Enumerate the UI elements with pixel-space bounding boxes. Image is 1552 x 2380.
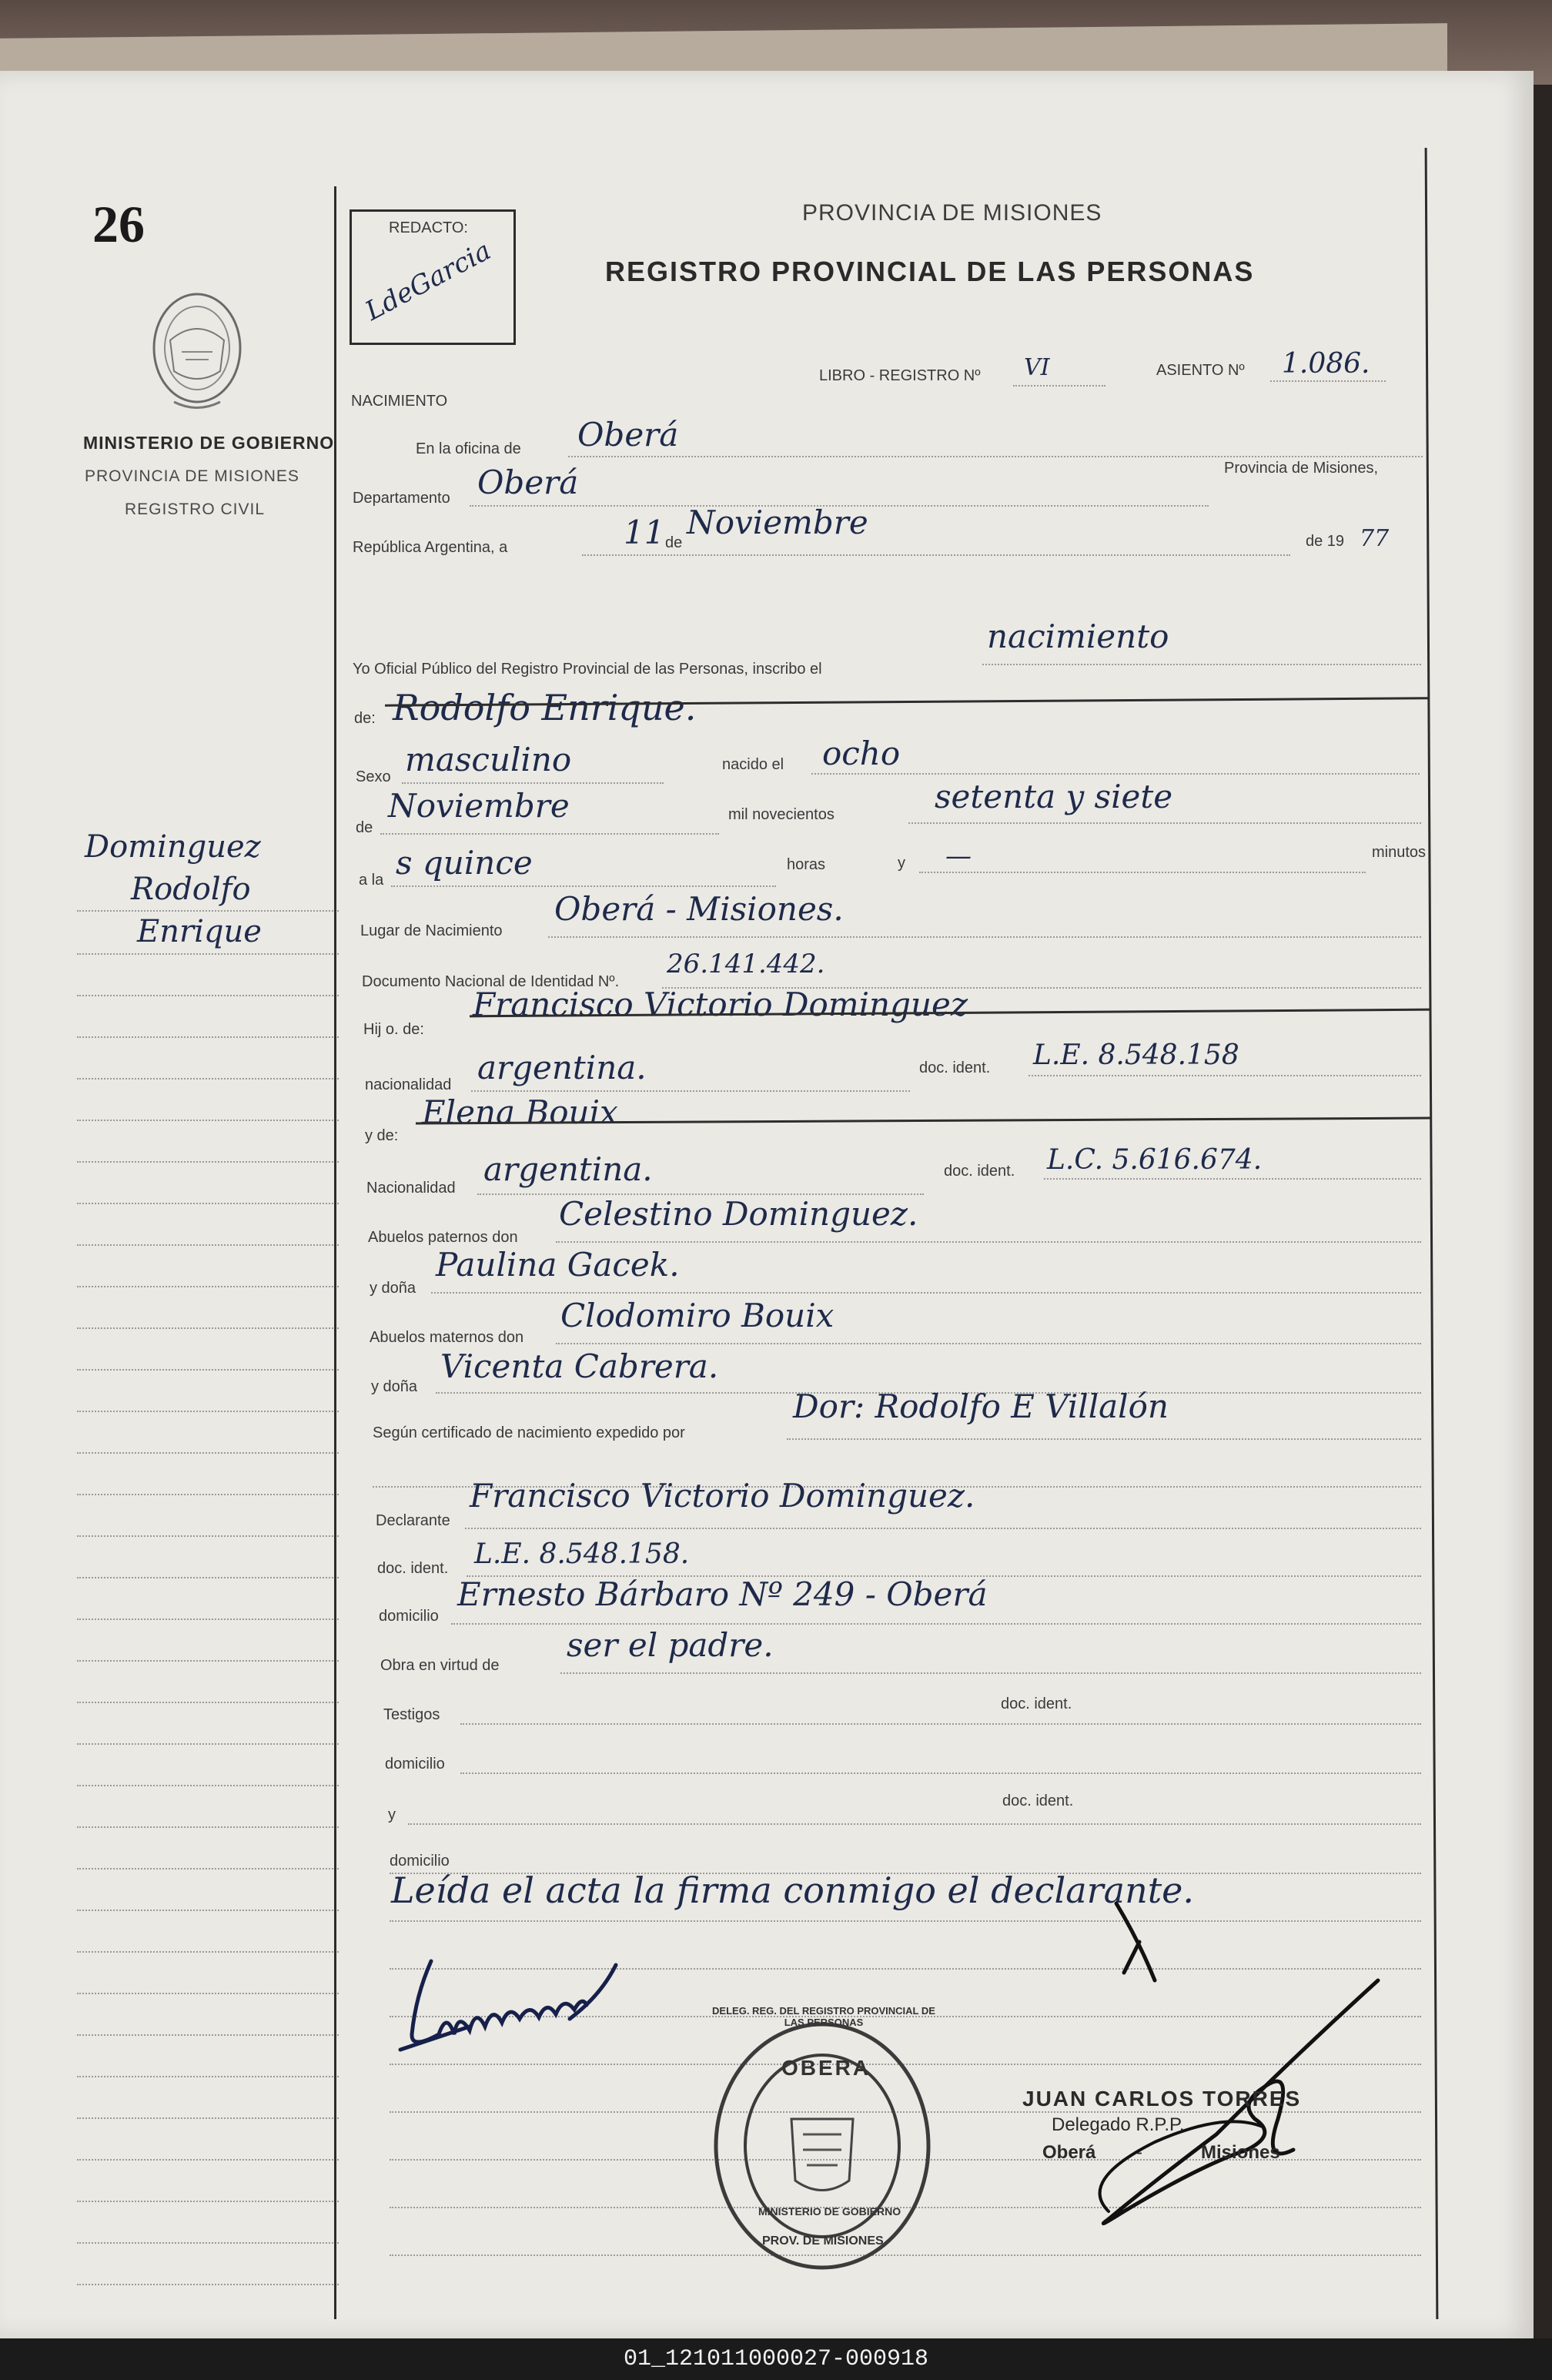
- ministry-label: MINISTERIO DE GOBIERNO: [83, 433, 335, 453]
- nacionalidad2-label: Nacionalidad: [366, 1180, 456, 1197]
- redacto-box: [350, 209, 516, 345]
- registry-heading: REGISTRO PROVINCIAL DE LAS PERSONAS: [605, 256, 1255, 287]
- civil-registry-label: REGISTRO CIVIL: [125, 500, 266, 518]
- dia-value: 11: [624, 514, 665, 551]
- form-left-border: [334, 186, 336, 2319]
- minutos-label: minutos: [1372, 844, 1427, 861]
- sexo-label: Sexo: [356, 768, 391, 785]
- entry-type: NACIMIENTO: [351, 393, 448, 410]
- dona-materna-label: y doña: [371, 1378, 418, 1395]
- hora-label: horas: [787, 856, 826, 873]
- hora-letras-value: s quince: [396, 844, 533, 882]
- certificado-label: Según certificado de nacimiento expedido por: [373, 1424, 685, 1441]
- domicilio-value: Ernesto Bárbaro Nº 249 - Oberá: [457, 1575, 988, 1613]
- signatory-name: JUAN CARLOS TORRES: [1022, 2087, 1302, 2111]
- nacionalidad-label: nacionalidad: [365, 1076, 452, 1093]
- testigos-label: Testigos: [383, 1706, 440, 1723]
- de-mes-label: de: [356, 819, 373, 836]
- register-page: [0, 71, 1534, 2338]
- doc-padre-value: L.E. 8.548.158: [1033, 1039, 1239, 1071]
- departamento-value: Oberá: [477, 464, 579, 501]
- dona-paterna-label: y doña: [370, 1280, 416, 1297]
- yde-label: y de:: [365, 1127, 399, 1144]
- anio-label: de 19: [1306, 533, 1345, 550]
- signatory-dash: -: [1136, 2142, 1142, 2163]
- abuela-paterna-value: Paulina Gacek.: [436, 1246, 680, 1284]
- abuelo-paterno-value: Celestino Dominguez.: [559, 1195, 918, 1233]
- dia-letras-value: ocho: [822, 735, 901, 772]
- oficial-text: Yo Oficial Público del Registro Provincial de las Personas, inscribo el: [353, 661, 822, 678]
- redacto-label: REDACTO:: [389, 219, 468, 236]
- mes-value: Noviembre: [687, 504, 868, 541]
- testigo2-domicilio-label: domicilio: [390, 1853, 450, 1870]
- libro-value: VI: [1024, 354, 1050, 381]
- departamento-label: Departamento: [353, 490, 450, 507]
- domicilio-label: domicilio: [379, 1608, 439, 1625]
- padre-value: Francisco Victorio Dominguez: [473, 986, 968, 1023]
- provincia-text: Provincia de Misiones,: [1224, 460, 1379, 477]
- republica-label: República Argentina, a: [353, 539, 508, 556]
- stamp-top-text: DELEG. REG. DEL REGISTRO PROVINCIAL DE LAS PERSONAS: [712, 2005, 935, 2028]
- certificado-value: Dor: Rodolfo E Villalón: [793, 1387, 1169, 1425]
- y-label: y: [898, 855, 905, 872]
- doc-madre-label: doc. ident.: [944, 1163, 1015, 1180]
- stamp-bottom-text: MINISTERIO DE GOBIERNO: [758, 2205, 901, 2218]
- de-label: de: [665, 534, 683, 551]
- decl-doc-label: doc. ident.: [377, 1560, 449, 1577]
- obra-value: ser el padre.: [567, 1626, 774, 1664]
- nacionalidad-madre-value: argentina.: [483, 1150, 653, 1188]
- alas-label: a la: [359, 872, 384, 889]
- oficina-label: En la oficina de: [416, 440, 521, 457]
- signatory-city: Oberá: [1042, 2142, 1096, 2163]
- redacto-value: LdeGarcia: [360, 235, 497, 327]
- minutos-value: —: [945, 841, 972, 872]
- testigos-doc-label: doc. ident.: [1001, 1695, 1072, 1712]
- doc-padre-label: doc. ident.: [919, 1059, 991, 1076]
- coat-of-arms-icon: [143, 286, 251, 417]
- anio-value: 77: [1360, 525, 1390, 552]
- nacido-label: nacido el: [722, 756, 784, 773]
- stamp-city-text: OBERA: [781, 2056, 871, 2080]
- testigo2-y-label: y: [388, 1806, 396, 1823]
- margin-first-name: Rodolfo: [131, 872, 251, 907]
- province-label: PROVINCIA DE MISIONES: [85, 467, 299, 485]
- madre-value: Elena Bouix: [422, 1093, 618, 1131]
- stamp-province-text: PROV. DE MISIONES: [762, 2234, 884, 2248]
- declarante-value: Francisco Victorio Dominguez.: [470, 1477, 975, 1515]
- abuelo-materno-value: Clodomiro Bouix: [560, 1297, 835, 1334]
- cierre-text: Leída el acta la firma conmigo el declarante.: [391, 1870, 1195, 1911]
- libro-label: LIBRO - REGISTRO Nº: [819, 367, 981, 384]
- abuela-materna-value: Vicenta Cabrera.: [440, 1347, 719, 1385]
- asiento-label: ASIENTO Nº: [1156, 362, 1245, 379]
- abuelos-maternos-label: Abuelos maternos don: [370, 1329, 524, 1346]
- obra-label: Obra en virtud de: [380, 1657, 500, 1674]
- nacionalidad-padre-value: argentina.: [477, 1049, 647, 1086]
- margin-surname: Dominguez: [85, 829, 261, 865]
- official-signature: [1062, 1888, 1386, 2250]
- nombre-value: Rodolfo Enrique.: [393, 687, 697, 728]
- decl-doc-value: L.E. 8.548.158.: [474, 1538, 690, 1570]
- mil-label: mil novecientos: [728, 806, 835, 823]
- page-number: 26: [92, 195, 145, 253]
- lugar-label: Lugar de Nacimiento: [360, 922, 503, 939]
- anio-letras-value: setenta y siete: [935, 778, 1173, 815]
- testigos-domicilio-label: domicilio: [385, 1756, 445, 1772]
- signatory-role: Delegado R.P.P.: [1052, 2114, 1185, 2135]
- de-nombre-label: de:: [354, 710, 376, 727]
- declarante-label: Declarante: [376, 1512, 450, 1529]
- acto-value: nacimiento: [987, 618, 1169, 655]
- lugar-value: Oberá - Misiones.: [554, 890, 844, 928]
- province-heading: PROVINCIA DE MISIONES: [802, 200, 1102, 226]
- image-caption: 01_121011000027-000918: [0, 2338, 1552, 2380]
- testigo2-doc-label: doc. ident.: [1002, 1793, 1074, 1809]
- hijo-label: Hij o. de:: [363, 1021, 424, 1038]
- mes-letras-value: Noviembre: [388, 787, 570, 825]
- form-right-border: [1425, 148, 1439, 2319]
- oficina-value: Oberá: [577, 416, 679, 454]
- abuelos-paternos-label: Abuelos paternos don: [368, 1229, 518, 1246]
- signatory-province: Misiones: [1201, 2142, 1280, 2163]
- dni-label: Documento Nacional de Identidad Nº.: [362, 973, 620, 990]
- margin-middle-name: Enrique: [137, 914, 262, 949]
- sexo-value: masculino: [405, 741, 572, 778]
- declarant-signature: [385, 1919, 631, 2073]
- dni-value: 26.141.442.: [667, 949, 825, 979]
- doc-madre-value: L.C. 5.616.674.: [1047, 1144, 1263, 1176]
- asiento-value: 1.086.: [1282, 348, 1370, 380]
